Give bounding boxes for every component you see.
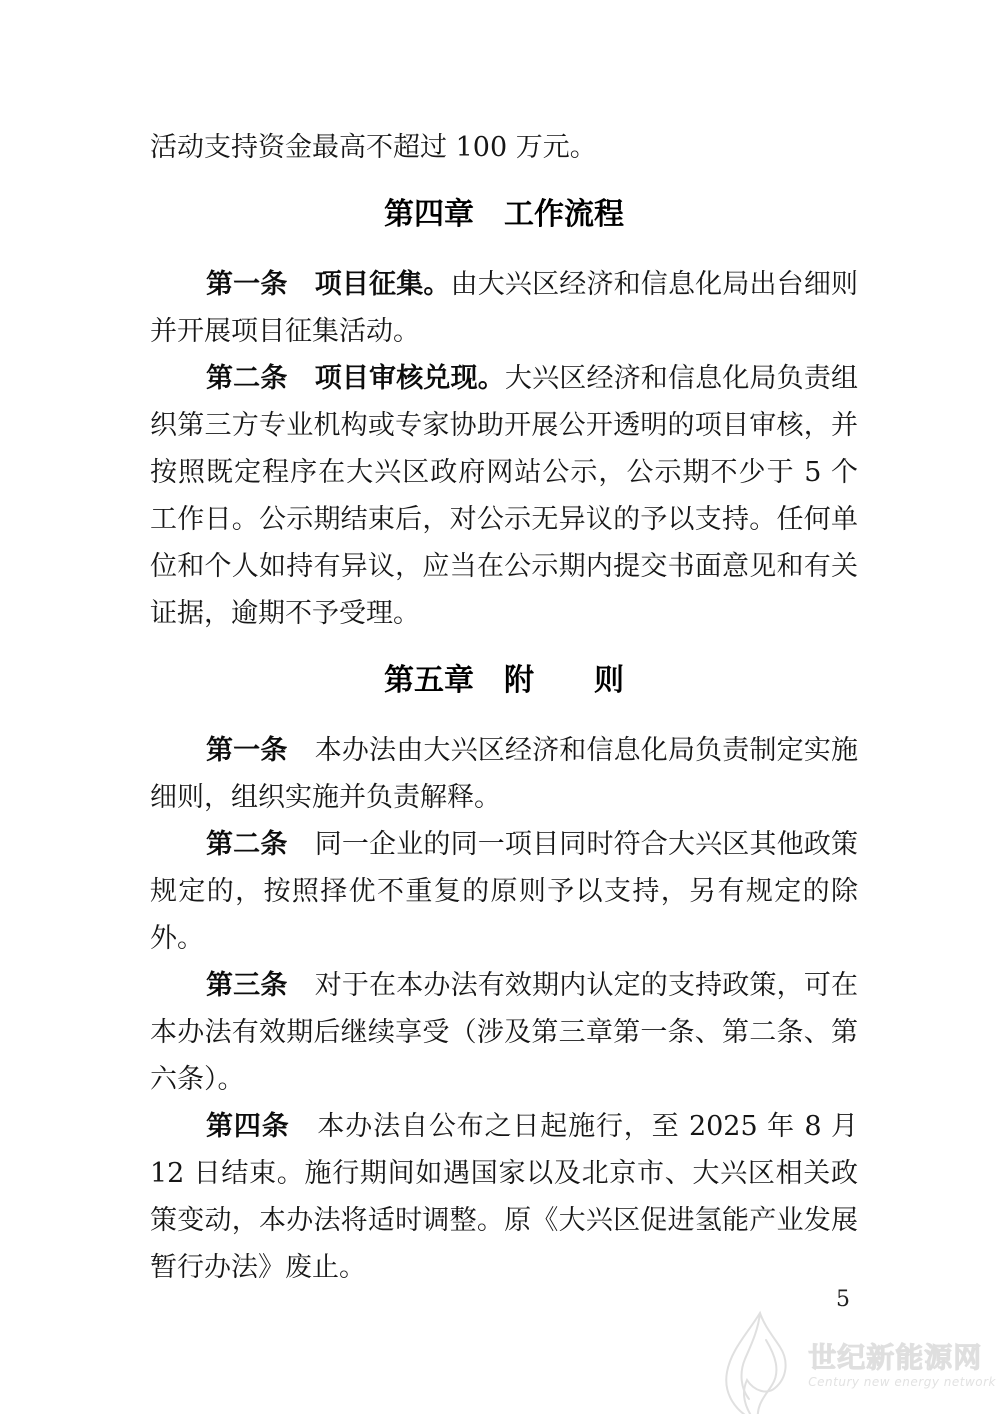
chapter5-heading: 第五章 附 则 [384, 663, 624, 698]
chapter5-article-3 [150, 962, 858, 1103]
article-text: 本办法由大兴区经济和信息化局负责制定实施细则，组织实施并负责解释。 [150, 735, 859, 813]
chapter5-article-1 [150, 727, 858, 821]
watermark-en-text: Century new energy network [808, 1375, 996, 1389]
page-number: 5 [836, 1287, 850, 1312]
article-text: 大兴区经济和信息化局负责组织第三方专业机构或专家协助开展公开透明的项目审核，并按照既定程序在大兴区政府网站公示，公示期不少于 5 个工作日。公示期结束后，对公示无异议的予以支持。任何单位和个人如持有异议，应当在公示期内提交书面意见和有关证据，逾期不予受理。 [150, 363, 859, 629]
article-text: 由大兴区经济和信息化局出台细则并开展项目征集活动。 [150, 269, 859, 347]
article-number: 第四条 [206, 1111, 318, 1142]
article-number: 第一条 [206, 269, 315, 300]
article-text: 本办法自公布之日起施行，至 2025 年 8 月 12 日结束。施行期间如遇国家以及北京市、大兴区相关政策变动，本办法将适时调整。原《大兴区促进氢能产业发展暂行办法》废止。 [150, 1111, 858, 1283]
chapter5-article-2 [150, 821, 858, 962]
article-number: 第一条 [206, 735, 315, 766]
chapter4-article-2 [150, 355, 858, 637]
article-number: 第三条 [206, 970, 315, 1001]
flame-icon [714, 1310, 806, 1414]
article-number: 第二条 [206, 829, 315, 860]
article-lead: 项目征集。 [314, 269, 451, 300]
chapter5-article-4 [150, 1103, 858, 1291]
watermark-logo [714, 1310, 996, 1414]
watermark-text [808, 1343, 996, 1389]
article-number: 第二条 [206, 363, 315, 394]
watermark-cn-text: 世纪新能源网 [808, 1341, 983, 1374]
article-text: 同一企业的同一项目同时符合大兴区其他政策规定的，按照择优不重复的原则予以支持，另有规定的除外。 [150, 829, 859, 954]
chapter4-article-1 [150, 261, 858, 355]
paragraph-continuation: 活动支持资金最高不超过 100 万元。 [150, 132, 597, 163]
chapter4-heading: 第四章 工作流程 [384, 197, 624, 232]
document-content [150, 124, 858, 1291]
article-lead: 项目审核兑现。 [314, 363, 505, 394]
article-text: 对于在本办法有效期内认定的支持政策，可在本办法有效期后继续享受（涉及第三章第一条、第二条、第六条）。 [150, 970, 859, 1095]
